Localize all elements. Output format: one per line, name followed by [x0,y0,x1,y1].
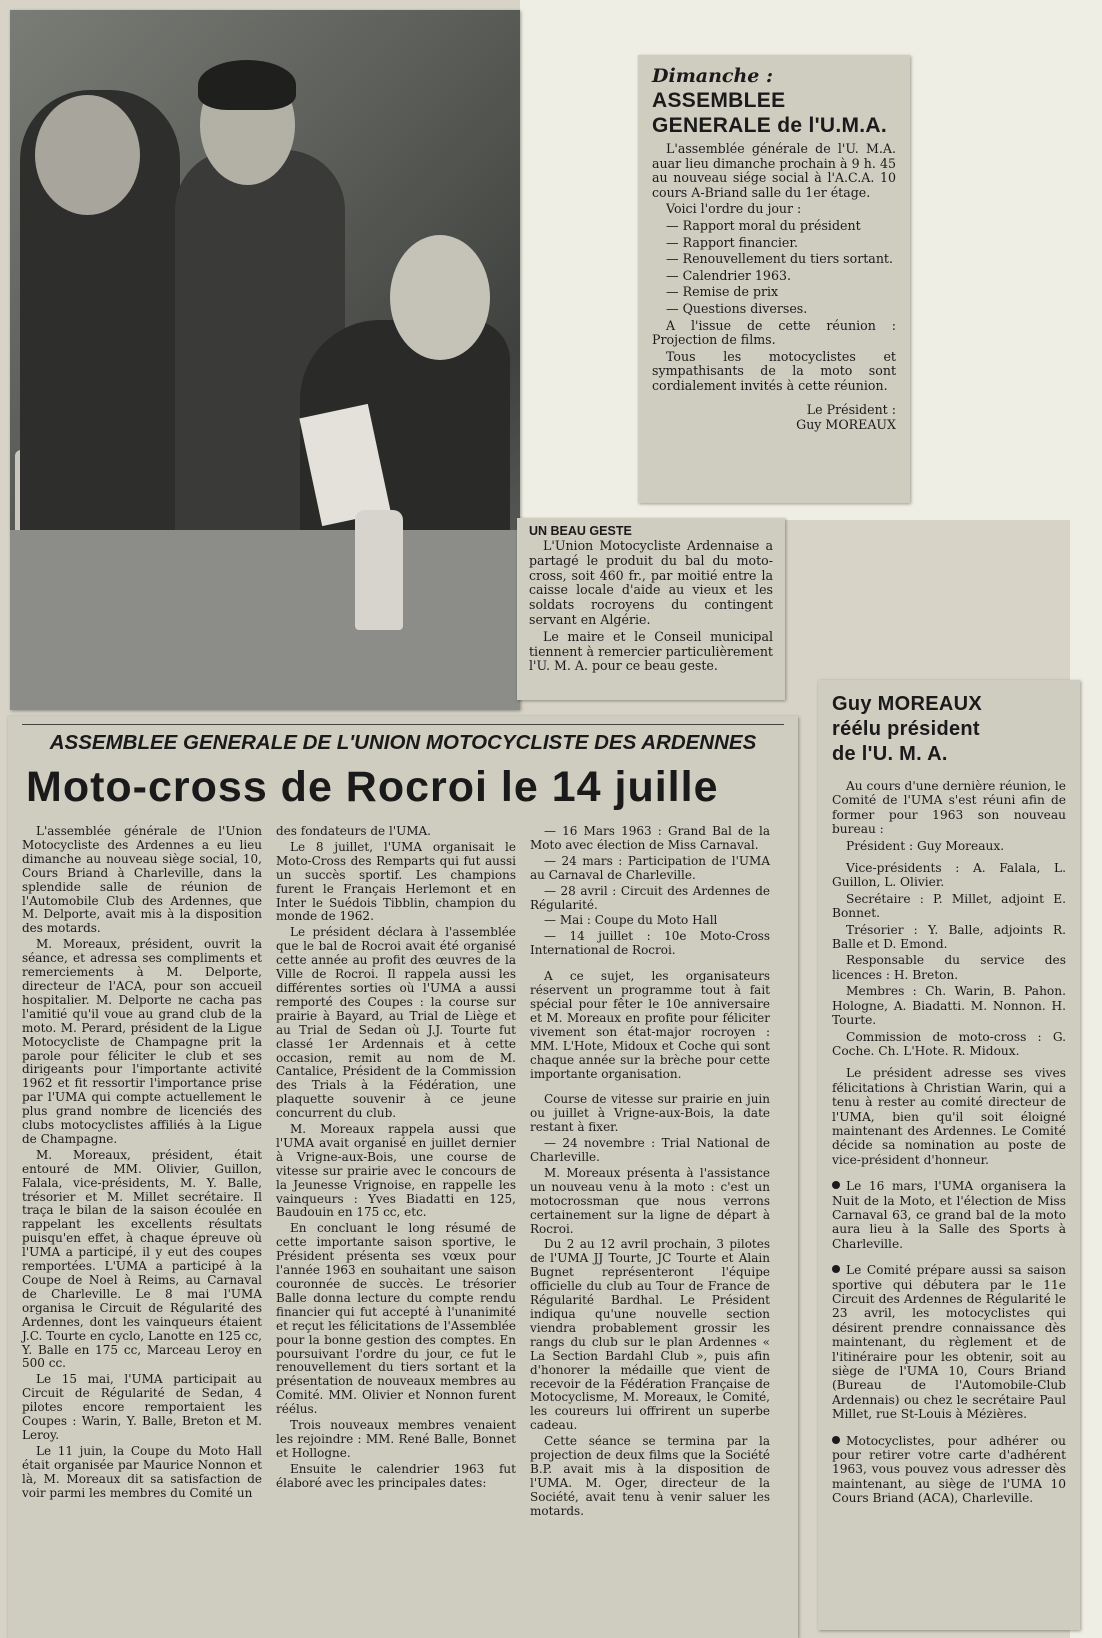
main-title: Moto-cross de Rocroi le 14 juille [26,763,719,811]
main-paragraph: Le 8 juillet, l'UMA organisait le Moto-Cross des Remparts qui fut aussi un succès sportif. Les champions furent le Français Herlemont et en Inter le Suédois Tibblin, champion du monde de 1962. [276,839,516,924]
main-paragraph: L'assemblée générale de l'Union Motocycliste des Ardennes a eu lieu dimanche au nouveau siège social, 10, Cours Briand à Charleville, dans la splendide salle de réunion de l'Automobile Club des Ardennes, que M. Delporte, avait mis à la disposition des motards. [22,824,262,936]
guy-paragraph: Commission de moto-cross : G. Coche. Ch. L'Hote. R. Midoux. [832,1029,1066,1058]
guy-paragraph: Au cours d'une dernière réunion, le Comité de l'UMA s'est réuni afin de former pour 1963 son nouveau bureau : [832,779,1066,837]
dimanche-signature-name: Guy MOREAUX [796,416,896,432]
calendar-item: — 14 juillet : 10e Moto-Cross International de Rocroi. [530,929,770,958]
photo-trophy [355,510,403,630]
guy-body [832,779,1066,1506]
dimanche-kicker: Dimanche : [652,65,774,87]
guy-title-line2: réélu président [832,718,980,740]
guy-bullet-item [832,1434,1066,1506]
guy-bullet-item [832,1263,1066,1421]
dimanche-body [652,142,896,394]
main-paragraph: Le 15 mai, l'UMA participait au Circuit de Régularité de Sedan, 4 pilotes encore remportaient les Coupes : Warin, Y. Balle, Breton et M. Leroy. [22,1372,262,1442]
dimanche-agenda-item: — Rapport moral du président [666,217,861,233]
guy-title-line3: de l'U. M. A. [832,743,948,765]
bullet-icon [832,1436,840,1444]
beau-geste-body [529,539,773,674]
newspaper-photo [10,10,520,710]
guy-paragraph: Secrétaire : P. Millet, adjoint E. Bonnet. [832,891,1066,921]
guy-title-line1: Guy MOREAUX [832,693,982,715]
guy-bullet-text: Le 16 mars, l'UMA organisera la Nuit de la Moto, et l'élection de Miss Carnaval 63, ce grand bal de la moto aura lieu à la Salle des Sports à Charleville. [832,1179,1066,1251]
main-paragraph: Ensuite le calendrier 1963 fut élaboré avec les principales dates: [276,1461,516,1490]
calendar-item: — 24 mars : Participation de l'UMA au Carnaval de Charleville. [530,853,770,882]
photo-head-left [35,95,140,215]
main-paragraph: des fondateurs de l'UMA. [276,824,431,838]
calendar-item: — Mai : Coupe du Moto Hall [544,913,718,928]
guy-paragraph: Président : Guy Moreaux. [846,838,1005,853]
clipping-beau-geste [517,518,785,700]
photo-hair-center [198,60,296,110]
photo-table [10,530,520,710]
calendar-item: — 16 Mars 1963 : Grand Bal de la Moto avec élection de Miss Carnaval. [530,824,770,852]
main-paragraph: M. Moreaux présenta à l'assistance un nouveau venu à la moto : c'est un motocrossman que nous verrons certainement sur la ligne de départ à Rocroi. [530,1165,770,1236]
photo-head-right [390,235,490,360]
clipping-guy-moreaux [818,680,1080,1630]
dimanche-paragraph: Tous les motocyclistes et sympathisants de la moto sont cordialement invités à cette réunion. [652,348,896,393]
guy-bullet-item [832,1179,1066,1251]
main-paragraph: M. Moreaux, président, ouvrit la séance, et adressa ses compliments et remerciements à M. Delporte, directeur de l'ACA, pour son accueil hospitalier. M. Delporte ne cacha pas l'amitié qu'il voue au grand club de la moto. M. Perard, président de la Ligue Motocycliste de Champagne prit la parole pour féliciter le club et ses dirigeants pour l'importante activité 1962 et fit ressortir l'importance prise par l'UMA qui compte actuellement le plus grand nombre de licenciés des clubs motocyclistes affiliés à la Ligue de Champagne. [22,937,262,1146]
guy-paragraph: Vice-présidents : A. Falala, L. Guillon, L. Olivier. [832,861,1066,890]
dimanche-agenda-item: — Remise de prix [666,284,779,300]
dimanche-agenda-item: — Questions diverses. [666,300,808,316]
main-paragraph: A ce sujet, les organisateurs réservent un programme tout à fait spécial pour fêter le 10e anniversaire et M. Moreaux en profite pour féliciter vivement son état-major rocroyen : MM. L'Hote, Midoux et Coche qui sont chaque année sur la brèche pour cette importante organisation. [530,969,770,1081]
dimanche-paragraph: Voici l'ordre du jour : [666,201,802,217]
guy-paragraph: Membres : Ch. Warin, B. Pahon. Hologne, A. Biadatti. M. Nonnon. H. Tourte. [832,984,1066,1028]
dimanche-agenda-item: — Rapport financier. [666,234,798,250]
beau-geste-title: UN BEAU GESTE [529,524,632,538]
dimanche-paragraph: A l'issue de cette réunion : Projection de films. [652,317,896,348]
main-paragraph: Trois nouveaux membres venaient les rejoindre : MM. René Balle, Bonnet et Hollogne. [276,1418,516,1460]
beau-geste-paragraph: L'Union Motocycliste Ardennaise a partagé le produit du bal du moto-cross, soit 460 fr., par moitié entre la caisse locale d'aide au vieux et les soldats rocroyens du contingent servant en Algérie. [529,538,773,627]
main-column-3 [530,825,770,1521]
clipping-main-article [8,716,798,1638]
guy-paragraph: Responsable du service des licences : H. Breton. [832,953,1066,982]
main-kicker: ASSEMBLEE GENERALE DE L'UNION MOTOCYCLISTE DES ARDENNES [22,724,784,757]
main-paragraph: Course de vitesse sur prairie en juin ou juillet à Vrigne-aux-Bois, la date restant à fixer. [530,1092,770,1135]
main-paragraph: Le 11 juin, la Coupe du Moto Hall était organisée par Maurice Nonnon et là, M. Moreaux dit sa satisfaction de voir parmi les membres du Comité un [22,1443,262,1500]
dimanche-paragraph: L'assemblée générale de l'U. M.A. auar lieu dimanche prochain à 9 h. 45 au nouveau siége social à l'A.C.A. 10 cours A-Briand salle du 1er étage. [652,141,896,200]
main-paragraph: M. Moreaux, président, était entouré de MM. Olivier, Guillon, Falala, vice-présidents, M. Y. Balle, trésorier et M. Millet secrétaire. Il traça le bilan de la saison écoulée en rappelant les excellents résultats puisqu'en effet, à chaque épreuve où l'UMA a participé, il y eut des coupes remportées. L'UMA a participé à la Coupe de Noel à Reims, au Carnaval de Charleville. Le 8 mai l'UMA organisa le Circuit de Régularité des Ardennes, dont les vainqueurs étaient J.C. Tourte en cyclo, Lanotte en 125 cc, Y. Balle en 175 cc, Marceau Leroy en 500 cc. [22,1147,262,1371]
clipping-dimanche [638,55,910,503]
guy-bullet-text: Le Comité prépare aussi sa saison sportive qui débutera par le 11e Circuit des Ardennes de Régularité le 23 avril, les motocyclistes qui désirent prendre connaissance dès maintenant, du règlement et de l'itinéraire pour les obtenir, soit au siège de l'UMA 10, Cours Briand (Bureau de l'Automobile-Club Ardennais) ou chez le secrétaire Paul Millet, rue St-Louis à Mézières. [832,1263,1066,1422]
bullet-icon [832,1181,840,1189]
dimanche-signature [652,402,896,432]
main-paragraph: Du 2 au 12 avril prochain, 3 pilotes de l'UMA JJ Tourte, JC Tourte et Alain Bugnet représenteront l'équipe officielle du club au Tour de France de Régularité Bardhal. Le Président indiqua qu'une nouvelle section viendra probablement grossir les rangs du club sur le plan Ardennes « La Section Bardahl Club », puis afin d'honorer la médaille que vient de recevoir de la Fédération Française de Motocyclisme, M. Moreaux, le Comité, les coureurs lui offrirent un superbe cadeau. [530,1237,770,1433]
beau-geste-paragraph: Le maire et le Conseil municipal tiennent à remercier particulièrement l'U. M. A. pour ce beau geste. [529,628,773,674]
main-paragraph: — 24 novembre : Trial National de Charleville. [530,1136,770,1165]
dimanche-title-line2: GENERALE de l'U.M.A. [652,114,888,137]
calendar-item: — 28 avril : Circuit des Ardennes de Régularité. [530,883,770,912]
dimanche-agenda-item: — Renouvellement du tiers sortant. [666,251,893,267]
main-paragraph: Le président déclara à l'assemblée que le bal de Rocroi avait été organisé cette année au profit des œuvres de la Ville de Rocroi. Il rappela aussi les différentes sorties où l'UMA a aussi remporté des Coupes : la course sur prairie à Bayard, au Trial de Liège et au Trial de Sedan où J.J. Tourte fut classé 1er Ardennais et à cette occasion, remit au nom de M. Cantalice, Président de la Commission des Trials à la Fédération, une plaquette souvenir à ce jeune concurrent du club. [276,925,516,1121]
bullet-icon [832,1265,840,1273]
main-paragraph: M. Moreaux rappela aussi que l'UMA avait organisé en juillet dernier à Vrigne-aux-Bois, une course de vitesse sur prairie avec le concours de la Jeunesse Vrignoise, en rappelle les vainqueurs : Yves Biadatti en 125, Baudouin en 175 cc, etc. [276,1122,516,1220]
main-column-2 [276,825,516,1521]
main-columns [22,825,784,1521]
guy-bullet-text: Motocyclistes, pour adhérer ou pour retirer votre carte d'adhérent 1963, vous pouvez vous adresser dès maintenant, au siège de l'UMA 10 Cours Briand (ACA), Charleville. [832,1433,1066,1506]
main-column-1 [22,825,262,1521]
main-paragraph: En concluant le long résumé de cette importante saison sportive, le Président présenta ses vœux pour l'année 1963 en souhaitant une saison couronnée de succès. Le trésorier Balle donna lecture du compte rendu financier qui fut accepté à l'unanimité et reçut les félicitations de l'Assemblée pour la bonne gestion des comptes. En poursuivant l'ordre du jour, ce fut le renouvellement du tiers sortant et la présentation de nouveaux membres au Comité. MM. Olivier et Nonnon furent réélus. [276,1221,516,1417]
dimanche-title-line1: ASSEMBLEE [652,89,786,112]
dimanche-agenda-item: — Calendrier 1963. [666,267,791,283]
main-paragraph: Cette séance se termina par la projection de deux films que la Société B.P. avait mis à la disposition de l'UMA. M. Oger, directeur de la Société, avait tenu à venir saluer les motards. [530,1434,770,1518]
guy-paragraph: Le président adresse ses vives félicitations à Christian Warin, qui a tenu à rester au comité directeur de l'UMA, bien qu'il soit éloigné maintenant des Ardennes. Le Comité décide sa nomination au poste de vice-président d'honneur. [832,1066,1066,1167]
guy-paragraph: Trésorier : Y. Balle, adjoints R. Balle et D. Emond. [832,922,1066,952]
dimanche-signature-title: Le Président : [806,401,896,417]
